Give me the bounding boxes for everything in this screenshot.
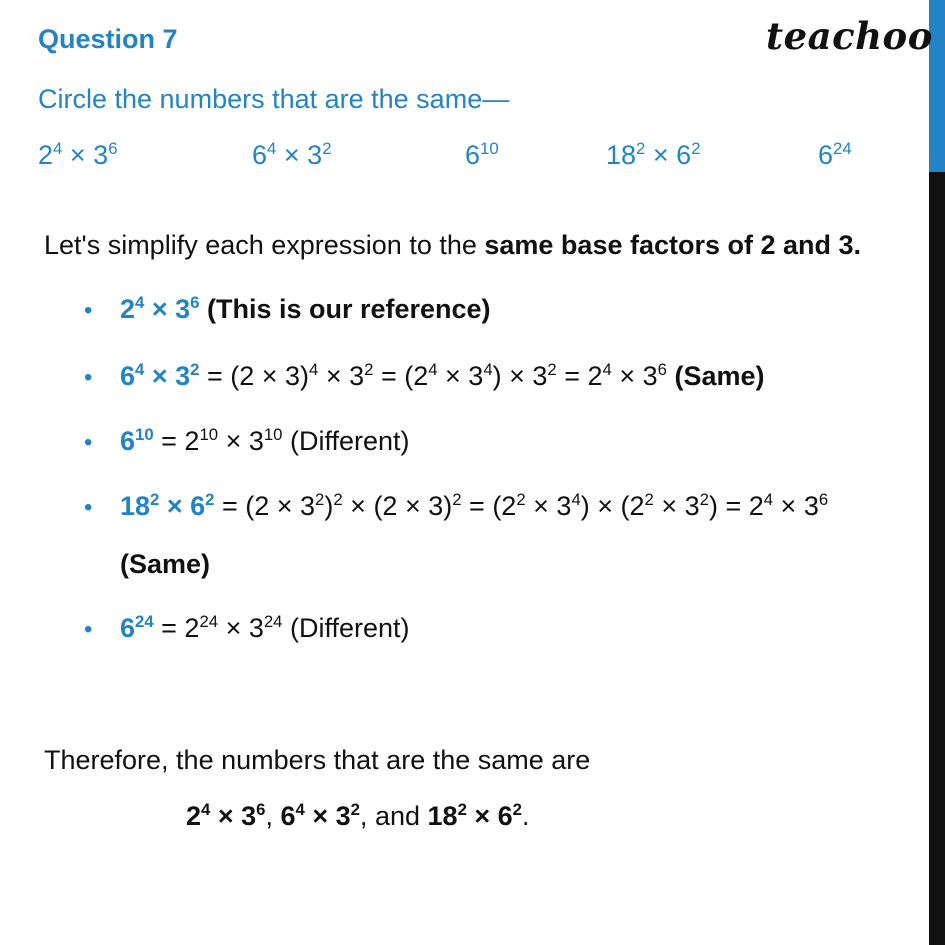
bullet-dot: • — [84, 297, 93, 324]
option-2: $6^4 \times 3^2$ — [252, 138, 332, 170]
bullet-dot: • — [84, 364, 93, 391]
bullet-dot: • — [84, 494, 93, 521]
solution-line-4-tail: (Same) — [120, 549, 211, 579]
solution-line-3: $6^{10} = 2^{10} \times 3^{10}$ (Different) — [120, 424, 410, 456]
solution-line-1: $2^4 \times 3^6$ (This is our reference) — [120, 292, 491, 324]
solution-intro: Let's simplify each expression to the same base factors of 2 and 3. — [44, 230, 862, 260]
final-answer: $2^4 \times 3^6$, $6^4 \times 3^2$, and $18^2 \times 6^2$. — [186, 799, 530, 831]
solution-line-5: $6^{24} = 2^{24} \times 3^{24}$ (Different) — [120, 611, 410, 643]
bullet-dot: • — [84, 429, 93, 456]
option-5: $6^{24}$ — [818, 138, 852, 170]
option-4: $18^2 \times 6^2$ — [606, 138, 701, 170]
option-3: $6^{10}$ — [465, 138, 499, 170]
teachoo-logo: teachoo — [766, 14, 933, 58]
solution-line-2: $6^4 \times 3^2 = (2 \times 3)^4 \times 3^2 = (2^4 \times 3^4) \times 3^2 = 2^4 \times 3^6$ (Same) — [120, 359, 765, 391]
option-1: $2^4 \times 3^6$ — [38, 138, 118, 170]
question-prompt: Circle the numbers that are the same— — [38, 84, 510, 114]
conclusion-text: Therefore, the numbers that are the same are — [44, 745, 591, 775]
solution-line-4: $18^2 \times 6^2 = (2 \times 3^2)^2 \times (2 \times 3)^2 = (2^2 \times 3^4) \times (2^2 \times 3^2) = 2^4 \times 3^6$ — [120, 489, 829, 521]
bullet-dot: • — [84, 616, 93, 643]
question-title: Question 7 — [38, 24, 178, 54]
